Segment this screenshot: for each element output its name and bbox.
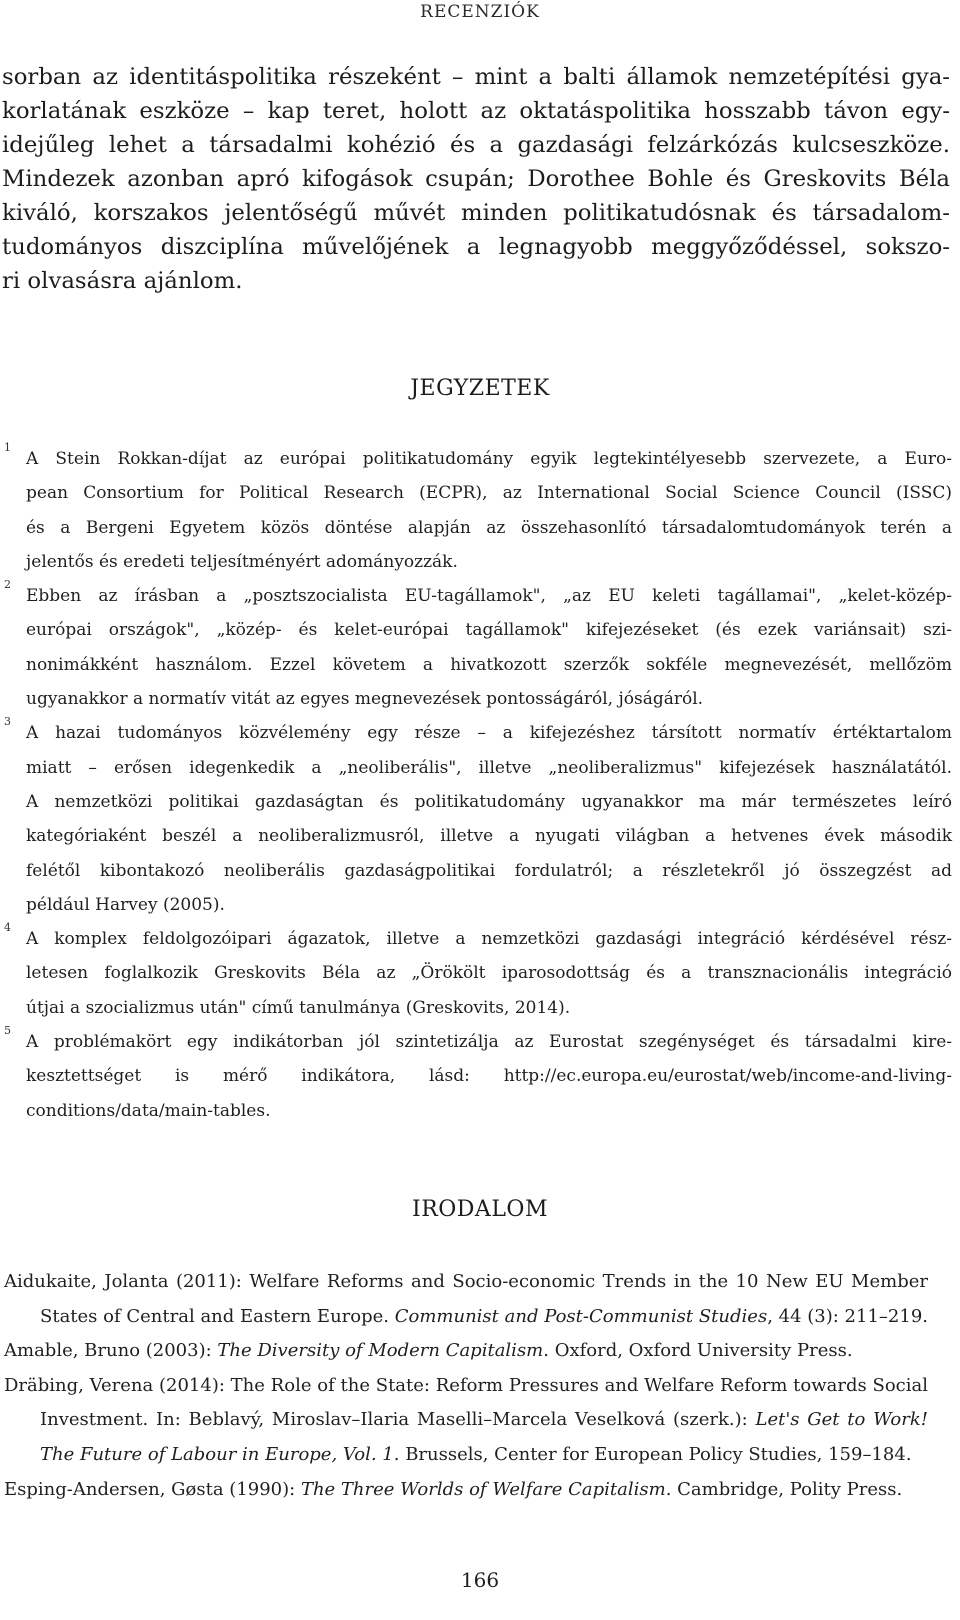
reference-line xyxy=(4,1300,928,1335)
reference-item xyxy=(4,1334,928,1369)
note-line: A nemzetközi politikai gazdaságtan és politikatudomány ugyanakkor ma már természetes leíró xyxy=(26,791,952,812)
reference-line xyxy=(4,1473,928,1508)
reference-item xyxy=(4,1473,928,1508)
body-line: Mindezek azonban apró kifogások csupán; Dorothee Bohle és Greskovits Béla xyxy=(2,166,950,192)
note-number: 5 xyxy=(4,1024,11,1038)
note-line: A hazai tudományos közvélemény egy része – a kifejezéshez társított normatív értéktartalom xyxy=(26,723,952,744)
reference-title: The Three Worlds of Welfare Capitalism xyxy=(300,1478,666,1500)
reference-line: Dräbing, Verena (2014): The Role of the State: Reform Pressures and Welfare Reform towards Social xyxy=(4,1374,928,1396)
reference-item xyxy=(4,1265,928,1334)
note-item xyxy=(0,716,952,922)
body-line: idejűleg lehet a társadalmi kohézió és a gazdasági felzárkózás kulcseszköze. xyxy=(2,132,950,158)
body-line: sorban az identitáspolitika részeként – mint a balti államok nemzetépítési gya- xyxy=(2,64,950,90)
reference-title: Let's Get to Work! xyxy=(755,1409,928,1431)
note-line: Ebben az írásban a „posztszocialista EU-tagállamok", „az EU keleti tagállamai", „kelet-közép- xyxy=(26,586,952,607)
note-line: nonimákként használom. Ezzel követem a hivatkozott szerzők sokféle megnevezését, mellőzöm xyxy=(26,654,952,675)
reference-title: The Future of Labour in Europe, Vol. 1 xyxy=(40,1443,394,1465)
body-line: korlatának eszköze – kap teret, holott az oktatáspolitika hosszabb távon egy- xyxy=(2,98,950,124)
references-heading: IRODALOM xyxy=(412,1197,548,1222)
body-line: tudományos diszciplína művelőjének a legnagyobb meggyőződéssel, sokszo- xyxy=(2,234,950,260)
note-number: 1 xyxy=(4,441,11,454)
reference-text: Investment. In: Beblavý, Miroslav–Ilaria Maselli–Marcela Veselková (szerk.): xyxy=(40,1409,756,1431)
reference-line xyxy=(4,1438,928,1473)
reference-text: , 44 (3): 211–219. xyxy=(767,1305,928,1327)
note-line: A komplex feldolgozóipari ágazatok, illetve a nemzetközi gazdasági integráció kérdésével rész- xyxy=(26,929,952,950)
note-number: 3 xyxy=(4,715,11,729)
reference-line xyxy=(4,1334,928,1369)
note-item xyxy=(0,1025,952,1128)
note-line: kategóriaként beszél a neoliberalizmusról, illetve a nyugati világban a hetvenes évek második xyxy=(26,826,952,847)
running-head: RECENZIÓK xyxy=(420,2,540,22)
note-line: jelentős és eredeti teljesítményért adományozzák. xyxy=(26,551,458,572)
reference-text: Amable, Bruno (2003): xyxy=(4,1340,218,1362)
note-line: ugyanakkor a normatív vitát az egyes megnevezések pontosságáról, jóságáról. xyxy=(26,689,704,710)
note-line: pean Consortium for Political Research (ECPR), az International Social Science Council (ISSC) xyxy=(26,483,952,504)
note-item xyxy=(0,442,952,579)
body-line: kiváló, korszakos jelentőségű művét minden politikatudósnak és társadalom- xyxy=(2,200,950,226)
notes-heading: JEGYZETEK xyxy=(410,376,550,401)
note-line: például Harvey (2005). xyxy=(26,894,225,915)
note-line: útjai a szocializmus után" című tanulmánya (Greskovits, 2014). xyxy=(26,997,571,1018)
note-line: miatt – erősen idegenkedik a „neoliberális", illetve „neoliberalizmus" kifejezések használatától. xyxy=(26,757,952,778)
note-line: A Stein Rokkan-díjat az európai politikatudomány egyik legtekintélyesebb szervezete, a Euro- xyxy=(26,449,952,469)
reference-title: The Diversity of Modern Capitalism xyxy=(217,1340,544,1362)
reference-line: Aidukaite, Jolanta (2011): Welfare Reforms and Socio-economic Trends in the 10 New EU Member xyxy=(4,1271,928,1292)
reference-text: Esping-Andersen, Gøsta (1990): xyxy=(4,1478,301,1500)
reference-line xyxy=(4,1403,928,1438)
note-item xyxy=(0,579,952,716)
note-line: A problémakört egy indikátorban jól szintetizálja az Eurostat szegénységet és társadalmi kire- xyxy=(26,1032,952,1053)
reference-text: . Cambridge, Polity Press. xyxy=(665,1478,903,1500)
body-paragraph xyxy=(2,60,950,298)
note-line: letesen foglalkozik Greskovits Béla az „Örökölt iparosodottság és a transznacionális integráció xyxy=(26,963,952,984)
note-line: felétől kibontakozó neoliberális gazdaságpolitikai fordulatról; a részletekről jó összegzést ad xyxy=(26,860,952,881)
note-number: 4 xyxy=(4,921,11,935)
notes-list xyxy=(0,442,952,1128)
references-list xyxy=(4,1265,928,1507)
note-line: európai országok", „közép- és kelet-európai tagállamok" kifejezéseket (és ezek variánsait) szi- xyxy=(26,620,952,641)
note-line: conditions/data/main-tables. xyxy=(26,1100,271,1121)
reference-item xyxy=(4,1369,928,1473)
reference-text: States of Central and Eastern Europe. xyxy=(40,1305,395,1327)
note-item xyxy=(0,922,952,1025)
reference-title: Communist and Post-Communist Studies xyxy=(394,1305,768,1327)
note-line: kesztettséget is mérő indikátora, lásd: http://ec.europa.eu/eurostat/web/income-and-living- xyxy=(26,1066,952,1087)
note-number: 2 xyxy=(4,578,11,592)
reference-text: . Oxford, Oxford University Press. xyxy=(543,1340,853,1362)
note-line: és a Bergeni Egyetem közös döntése alapján az összehasonlító társadalomtudományok terén a xyxy=(26,517,952,538)
reference-text: . Brussels, Center for European Policy Studies, 159–184. xyxy=(393,1443,912,1465)
page-number: 166 xyxy=(460,1568,500,1592)
body-line: ri olvasásra ajánlom. xyxy=(2,268,243,294)
